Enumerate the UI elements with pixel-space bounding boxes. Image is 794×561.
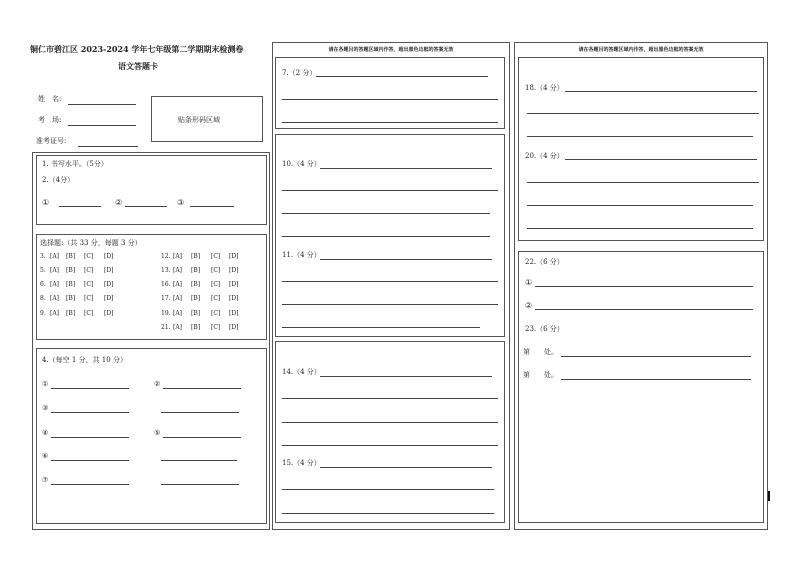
q14-line[interactable] [282,398,498,399]
option-a[interactable]: [A] [50,253,60,260]
option-a[interactable]: [A] [50,281,60,288]
blank-mark-1: ① [42,380,49,388]
option-c[interactable]: [C] [84,310,94,317]
option-b[interactable]: [B] [66,295,76,302]
q11-line[interactable] [320,259,492,260]
option-c[interactable]: [C] [211,295,221,302]
name-label: 姓 名: [38,95,62,103]
ticket-line[interactable] [78,146,138,147]
barcode-area [151,96,263,142]
q22-mark-2: ② [525,301,533,310]
option-c[interactable]: [C] [84,295,94,302]
q10-q11-box [275,134,505,337]
q7-label: 7.（2 分） [282,69,317,77]
option-c[interactable]: [C] [211,324,221,331]
column2-notice: 请在各题目的答题区域内作答，超出黑色边框的答案无效 [328,47,454,53]
blank-line-6[interactable] [163,437,241,438]
option-c[interactable]: [C] [84,267,94,274]
q22-q23-box [518,251,764,523]
q15-line[interactable] [282,513,494,514]
option-b[interactable]: [B] [191,310,201,317]
edge-mark [768,491,770,501]
q10-line[interactable] [282,190,498,191]
q11-line[interactable] [282,304,498,305]
q18-q20-box [518,57,764,241]
q10-line[interactable] [320,168,492,169]
option-d[interactable]: [D] [229,253,239,260]
option-d[interactable]: [D] [229,267,239,274]
q23-label: 23.（6 分） [525,325,564,333]
q22-line-2[interactable] [535,309,753,310]
option-d[interactable]: [D] [104,267,114,274]
blank-line-9[interactable] [51,484,129,485]
q20-line[interactable] [527,205,753,206]
blank-line-3[interactable] [51,412,129,413]
option-d[interactable]: [D] [229,310,239,317]
option-a[interactable]: [A] [173,295,183,302]
q22-label: 22.（6 分） [525,258,564,266]
q10-line[interactable] [282,236,490,237]
q2-label: 2.（4分） [42,176,75,184]
q20-line[interactable] [527,228,753,229]
option-b[interactable]: [B] [191,253,201,260]
option-b[interactable]: [B] [191,295,201,302]
ticket-label: 准考证号: [36,137,67,145]
option-d[interactable]: [D] [229,324,239,331]
mcq-num: 8. [40,295,46,302]
q20-line[interactable] [527,182,759,183]
mcq-num: 6. [40,281,46,288]
option-d[interactable]: [D] [104,281,114,288]
option-c[interactable]: [C] [84,253,94,260]
q20-line[interactable] [565,159,757,160]
q1-label: 1. 书写水平。（5分） [42,160,108,168]
q7-box [275,57,505,129]
section1-box [36,155,267,225]
option-b[interactable]: [B] [66,310,76,317]
option-c[interactable]: [C] [211,310,221,317]
option-d[interactable]: [D] [229,295,239,302]
q15-line[interactable] [320,467,492,468]
q18-line[interactable] [527,136,753,137]
q11-line[interactable] [282,327,480,328]
blank-mark-7: ⑥ [42,452,49,460]
q23-line-1[interactable] [561,356,751,357]
q18-line[interactable] [527,113,759,114]
q23-row-2: 第 处。 [523,371,558,379]
q7-line[interactable] [282,99,498,100]
q7-line[interactable] [282,122,498,123]
q2-mark-3: ③ [177,198,185,207]
blank-line-10[interactable] [161,484,239,485]
option-b[interactable]: [B] [191,281,201,288]
name-line[interactable] [68,104,136,105]
option-d[interactable]: [D] [229,281,239,288]
option-c[interactable]: [C] [211,253,221,260]
q7-line[interactable] [316,76,488,77]
mcq-heading: 选择题:（共 33 分，每题 3 分） [40,239,142,247]
q2-mark-1: ① [42,198,50,207]
option-d[interactable]: [D] [104,310,114,317]
mcq-num: 16. [161,281,171,288]
option-a[interactable]: [A] [173,310,183,317]
q10-label: 10.（4 分） [282,160,321,168]
q14-q15-box [275,341,505,523]
q20-label: 20.（4 分） [525,152,564,160]
mcq-num: 5. [40,267,46,274]
section4-heading: 4.（每空 1 分，共 10 分） [42,356,127,364]
option-a[interactable]: [A] [50,310,60,317]
exam-room-line[interactable] [68,125,136,126]
option-d[interactable]: [D] [104,295,114,302]
option-a[interactable]: [A] [173,267,183,274]
blank-mark-2: ② [154,380,161,388]
blank-mark-3: ③ [42,404,49,412]
q2-answer-2[interactable] [125,206,167,207]
blank-mark-6: ⑤ [154,429,161,437]
option-a[interactable]: [A] [50,295,60,302]
q23-line-2[interactable] [561,379,751,380]
q18-line[interactable] [565,91,757,92]
q2-mark-2: ② [115,198,123,207]
blank-line-1[interactable] [51,388,129,389]
option-c[interactable]: [C] [211,281,221,288]
option-c[interactable]: [C] [211,267,221,274]
option-c[interactable]: [C] [84,281,94,288]
q18-label: 18.（4 分） [525,84,564,92]
option-b[interactable]: [B] [191,324,201,331]
q2-answer-3[interactable] [190,206,234,207]
option-a[interactable]: [A] [173,253,183,260]
q2-answer-1[interactable] [59,206,101,207]
q14-line[interactable] [320,376,492,377]
mcq-num: 21. [161,324,171,331]
q14-line[interactable] [282,445,498,446]
section4-box [36,348,267,524]
column3-notice: 请在各题目的答题区域内作答，超出黑色边框的答案无效 [578,47,704,53]
q14-label: 14.（4 分） [282,368,321,376]
q15-line[interactable] [282,489,494,490]
option-a[interactable]: [A] [173,281,183,288]
exam-room-label: 考 场: [38,116,62,124]
q22-mark-1: ① [525,278,533,287]
blank-mark-9: ⑦ [42,476,49,484]
blank-line-8[interactable] [161,460,237,461]
blank-line-2[interactable] [163,388,241,389]
option-b[interactable]: [B] [66,253,76,260]
q22-line-1[interactable] [535,286,753,287]
blank-line-7[interactable] [51,460,129,461]
q11-line[interactable] [282,281,498,282]
blank-line-5[interactable] [51,437,129,438]
option-b[interactable]: [B] [191,267,201,274]
mcq-num: 3. [40,253,46,260]
page-subtitle: 语文答题卡 [118,61,158,71]
q15-label: 15.（4 分） [282,459,321,467]
mcq-num: 9. [40,310,46,317]
blank-mark-5: ④ [42,429,49,437]
barcode-label: 贴条形码区域 [178,116,220,124]
option-b[interactable]: [B] [66,267,76,274]
option-a[interactable]: [A] [173,324,183,331]
mcq-num: 19. [161,310,171,317]
q23-row-1: 第 处。 [523,348,558,356]
q11-label: 11.（4 分） [282,251,321,259]
mcq-num: 13. [161,267,171,274]
q10-line[interactable] [282,213,490,214]
option-a[interactable]: [A] [50,267,60,274]
blank-line-4[interactable] [161,412,239,413]
mcq-num: 17. [161,295,171,302]
mcq-box [36,234,267,340]
option-b[interactable]: [B] [66,281,76,288]
mcq-num: 12. [161,253,171,260]
page-title: 铜仁市碧江区 2023-2024 学年七年级第二学期期末检测卷 [30,44,244,54]
q14-line[interactable] [282,422,498,423]
option-d[interactable]: [D] [104,253,114,260]
